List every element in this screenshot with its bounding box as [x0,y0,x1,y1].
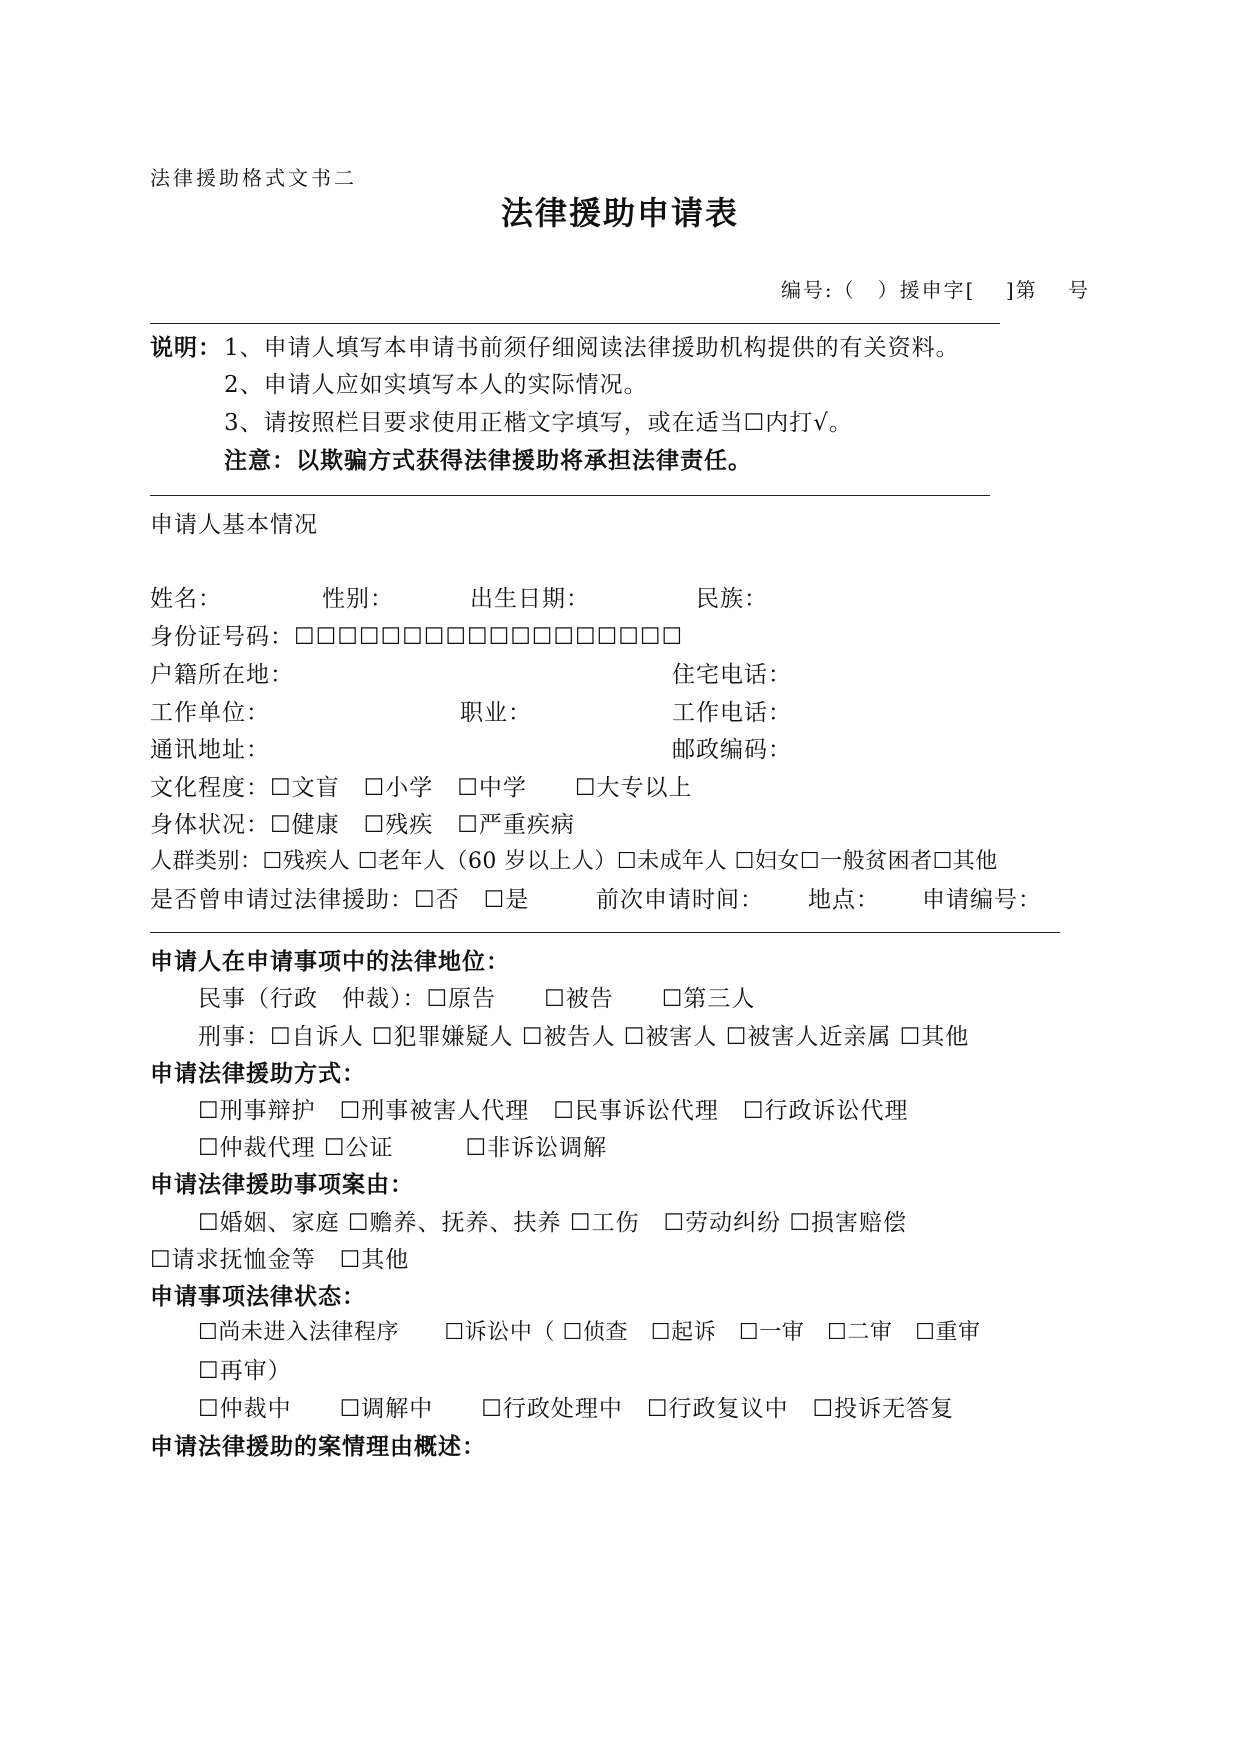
birth-date-label: 出生日期： [470,586,590,612]
occupation-label: 职业： [460,700,532,726]
legal-state-row-3[interactable]: ☐仲裁中 ☐调解中 ☐行政处理中 ☐行政复议中 ☐投诉无答复 [198,1396,955,1422]
gender-label: 性别： [322,586,394,612]
previous-aid-options[interactable]: 是否曾申请过法律援助：☐否 ☐是 [150,887,530,913]
fraud-warning: 注意：以欺骗方式获得法律援助将承担法律责任。 [224,448,752,474]
address-label: 通讯地址： [150,737,270,763]
health-options[interactable]: 身体状况：☐健康 ☐残疾 ☐严重疾病 [150,812,575,838]
postcode-label: 邮政编码： [672,737,792,763]
form-title: 法律援助申请表 [500,194,739,232]
divider-top [150,323,1000,324]
note-item-3: 3、请按照栏目要求使用正楷文字填写，或在适当☐内打√。 [224,410,853,436]
legal-state-row-1[interactable]: ☐尚未进入法律程序 ☐诉讼中（ ☐侦查 ☐起诉 ☐一审 ☐二审 ☐重审 [198,1320,981,1345]
criminal-status-options[interactable]: 刑事：☐自诉人 ☐犯罪嫌疑人 ☐被告人 ☐被害人 ☐被害人近亲属 ☐其他 [198,1024,970,1050]
id-number-field[interactable]: 身份证号码：☐☐☐☐☐☐☐☐☐☐☐☐☐☐☐☐☐☐ [150,624,684,650]
home-phone-label: 住宅电话： [672,662,792,688]
previous-time-label: 前次申请时间： [596,887,764,913]
legal-state-heading: 申请事项法律状态： [150,1284,366,1310]
previous-place-label: 地点： [808,887,880,913]
case-summary-heading: 申请法律援助的案情理由概述： [150,1434,486,1460]
document-label: 法律援助格式文书二 [150,166,357,190]
aid-method-heading: 申请法律援助方式： [150,1061,366,1087]
legal-state-row-2[interactable]: ☐再审） [198,1358,292,1384]
notes-label: 说明： [150,335,222,361]
legal-status-heading: 申请人在申请事项中的法律地位： [150,949,510,975]
divider-basic [150,932,1060,933]
work-phone-label: 工作电话： [672,700,792,726]
household-label: 户籍所在地： [150,662,294,688]
aid-method-row-2[interactable]: ☐仲裁代理 ☐公证 ☐非诉讼调解 [198,1135,608,1161]
employer-label: 工作单位： [150,700,270,726]
group-options[interactable]: 人群类别：☐残疾人 ☐老年人（60 岁以上人）☐未成年人 ☐妇女☐一般贫困者☐其他 [150,849,998,874]
form-number-line: 编号:（ ）援申字[ ]第 号 [780,278,1090,302]
cause-heading: 申请法律援助事项案由： [150,1172,414,1198]
ethnicity-label: 民族： [696,586,768,612]
previous-number-label: 申请编号： [922,887,1042,913]
aid-method-row-1[interactable]: ☐刑事辩护 ☐刑事被害人代理 ☐民事诉讼代理 ☐行政诉讼代理 [198,1098,909,1124]
civil-status-options[interactable]: 民事（行政 仲裁）：☐原告 ☐被告 ☐第三人 [198,986,756,1012]
note-item-2: 2、申请人应如实填写本人的实际情况。 [224,372,648,398]
name-label: 姓名： [150,586,222,612]
note-item-1: 1、申请人填写本申请书前须仔细阅读法律援助机构提供的有关资料。 [224,335,960,361]
basic-info-heading: 申请人基本情况 [150,512,318,538]
education-options[interactable]: 文化程度：☐文盲 ☐小学 ☐中学 ☐大专以上 [150,775,693,801]
cause-row-2[interactable]: ☐请求抚恤金等 ☐其他 [150,1247,410,1273]
divider-notes [150,495,990,496]
cause-row-1[interactable]: ☐婚姻、家庭 ☐赡养、抚养、扶养 ☐工伤 ☐劳动纠纷 ☐损害赔偿 [198,1210,908,1236]
